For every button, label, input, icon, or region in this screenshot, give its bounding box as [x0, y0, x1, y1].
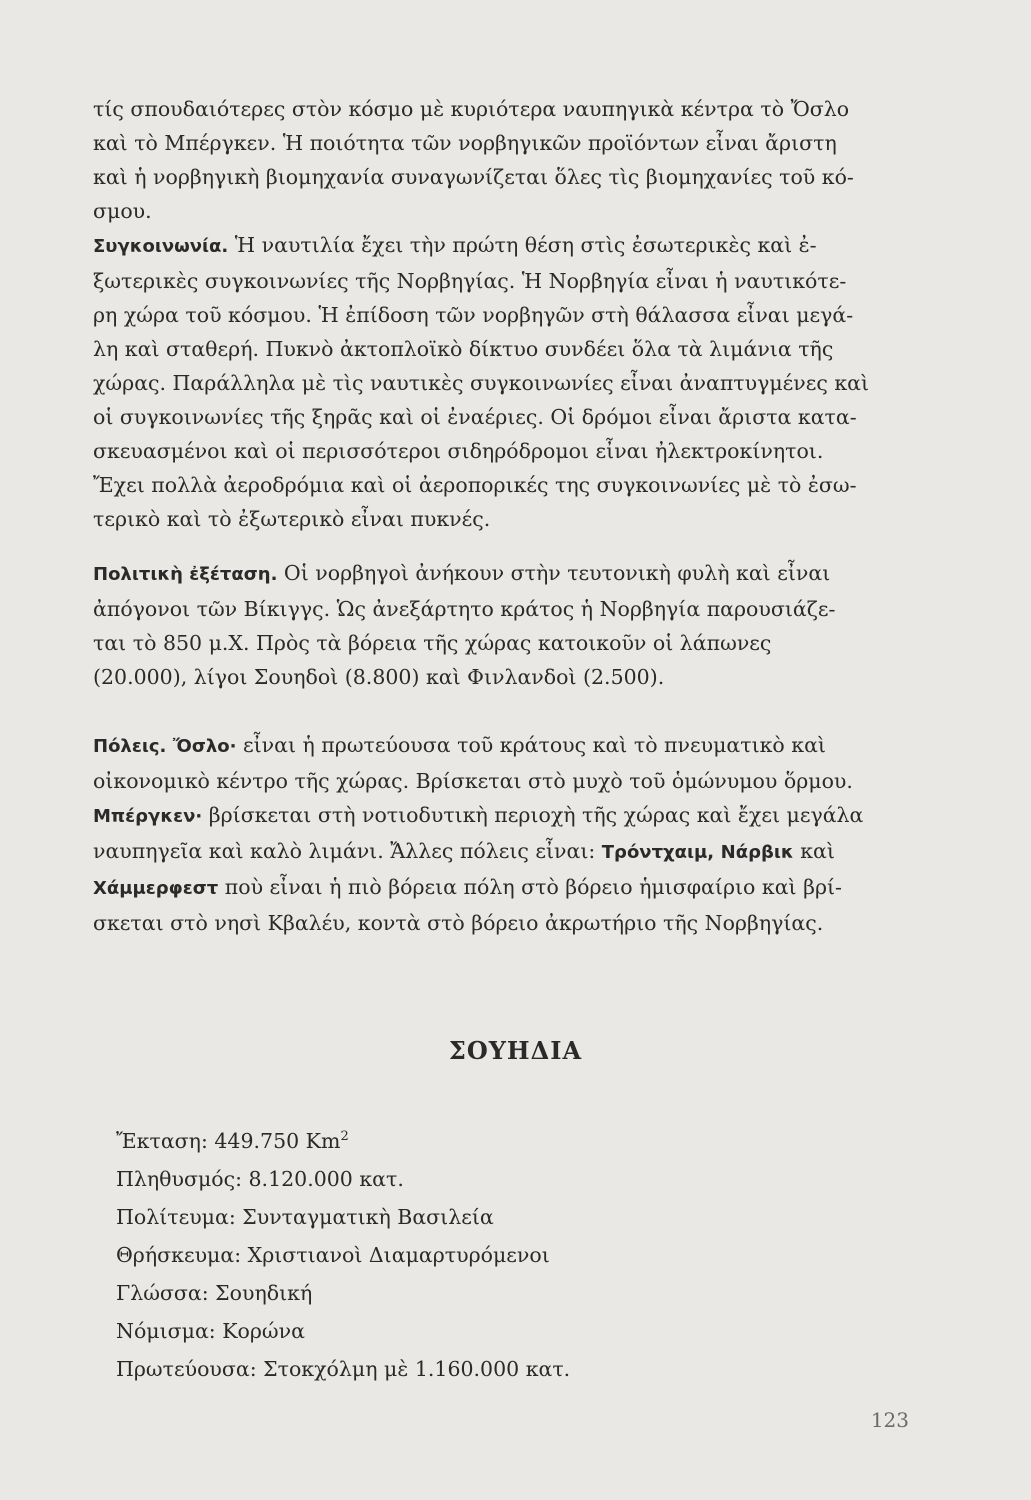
text-line — [93, 228, 913, 264]
text-line: οἰκονομικὸ κέντρο τῆς χώρας. Βρίσκεται στὸ μυχὸ τοῦ ὁμώνυμου ὅρμου. — [93, 769, 853, 793]
text-fragment: Οἱ νορβηγοὶ ἀνήκουν στὴν τευτονικὴ φυλὴ καὶ εἶναι — [277, 561, 831, 585]
text-fragment: Ἡ ναυτιλία ἔχει τὴν πρώτη θέση στὶς ἐσωτερικὲς καὶ ἐ- — [228, 233, 817, 257]
section-title: ΣΟΥΗΔΙΑ — [448, 1036, 583, 1065]
text-fragment: ποὺ εἶναι ἡ πιὸ βόρεια πόλη στὸ βόρειο ἡμισφαίριο καὶ βρί- — [218, 875, 842, 899]
text-line: σμου. — [93, 199, 152, 223]
text-line — [93, 834, 913, 870]
text-line: καὶ τὸ Μπέργκεν. Ἡ ποιότητα τῶν νορβηγικῶν προϊόντων εἶναι ἄριστη — [93, 131, 837, 155]
text-line — [93, 556, 913, 592]
communication-heading: Συγκοινωνία. — [93, 236, 229, 257]
fact-capital: Πρωτεύουσα: Στοκχόλμη μὲ 1.160.000 κατ. — [116, 1356, 571, 1381]
intro-paragraph — [93, 92, 913, 228]
text-line: σκεται στὸ νησὶ Κβαλέυ, κοντὰ στὸ βόρειο ἀκρωτήριο τῆς Νορβηγίας. — [93, 911, 824, 935]
political-heading: Πολιτικὴ ἐξέταση. — [93, 564, 278, 585]
text-line: ξωτερικὲς συγκοινωνίες τῆς Νορβηγίας. Ἡ Νορβηγία εἶναι ἡ ναυτικότε- — [93, 269, 847, 293]
text-line: τίς σπουδαιότερες στὸν κόσμο μὲ κυριότερα ναυπηγικὰ κέντρα τὸ Ὄσλο — [93, 97, 850, 121]
fact-religion: Θρήσκευμα: Χριστιανοὶ Διαμαρτυρόμενοι — [116, 1242, 550, 1267]
country-facts — [116, 1118, 570, 1388]
text-line — [93, 728, 913, 764]
city-trondheim: Τρόντχαιμ, — [601, 842, 715, 863]
text-fragment: καὶ — [793, 839, 835, 863]
cities-heading: Πόλεις. — [93, 736, 167, 757]
fact-population: Πληθυσμός: 8.120.000 κατ. — [116, 1166, 404, 1191]
cities-paragraph — [93, 728, 913, 940]
text-line — [93, 870, 913, 906]
text-fragment: βρίσκεται στὴ νοτιοδυτικὴ περιοχὴ τῆς χώρας καὶ ἔχει μεγάλα — [202, 803, 864, 827]
fact-area-superscript: 2 — [340, 1129, 349, 1144]
city-hammerfest: Χάμμερφεστ — [93, 878, 219, 899]
city-narvik: Νάρβικ — [720, 842, 794, 863]
fact-area-value: 449.750 Km — [214, 1128, 341, 1153]
text-line: σκευασμένοι καὶ οἱ περισσότεροι σιδηρόδρομοι εἶναι ἠλεκτροκίνητοι. — [93, 439, 824, 463]
fact-currency: Νόμισμα: Κορώνα — [116, 1318, 305, 1343]
text-fragment: ναυπηγεῖα καὶ καλὸ λιμάνι. Ἄλλες πόλεις εἶναι: — [93, 839, 602, 863]
text-line: Ἔχει πολλὰ ἀεροδρόμια καὶ οἱ ἀεροπορικές της συγκοινωνίες μὲ τὸ ἐσω- — [93, 473, 857, 497]
text-line: (20.000), λίγοι Σουηδοὶ (8.800) καὶ Φινλανδοὶ (2.500). — [93, 665, 665, 689]
fact-area — [116, 1118, 570, 1160]
page-number: 123 — [870, 1408, 909, 1432]
communication-paragraph — [93, 228, 913, 536]
text-line: λη καὶ σταθερή. Πυκνὸ ἀκτοπλοϊκὸ δίκτυο συνδέει ὅλα τὰ λιμάνια τῆς — [93, 337, 834, 361]
political-paragraph — [93, 556, 913, 694]
text-line: ρη χώρα τοῦ κόσμου. Ἡ ἐπίδοση τῶν νορβηγῶν στὴ θάλασσα εἶναι μεγά- — [93, 303, 854, 327]
text-line: ται τὸ 850 μ.Χ. Πρὸς τὰ βόρεια τῆς χώρας κατοικοῦν οἱ λάπωνες — [93, 631, 772, 655]
text-line: χώρας. Παράλληλα μὲ τὶς ναυτικὲς συγκοινωνίες εἶναι ἀναπτυγμένες καὶ — [93, 371, 870, 395]
text-line: τερικὸ καὶ τὸ ἐξωτερικὸ εἶναι πυκνές. — [93, 507, 491, 531]
text-fragment: εἶναι ἡ πρωτεύουσα τοῦ κράτους καὶ τὸ πνευματικὸ καὶ — [236, 733, 826, 757]
text-line: ἀπόγονοι τῶν Βίκιγγς. Ὡς ἀνεξάρτητο κράτος ἡ Νορβηγία παρουσιάζε- — [93, 597, 836, 621]
fact-government: Πολίτευμα: Συνταγματικὴ Βασιλεία — [116, 1204, 494, 1229]
fact-area-label: Ἔκταση: — [116, 1128, 208, 1153]
text-line — [93, 798, 913, 834]
city-oslo: Ὄσλο· — [172, 736, 237, 757]
city-bergen: Μπέργκεν· — [93, 806, 203, 827]
text-line: καὶ ἡ νορβηγικὴ βιομηχανία συναγωνίζεται ὅλες τὶς βιομηχανίες τοῦ κό- — [93, 165, 854, 189]
fact-language: Γλώσσα: Σουηδική — [116, 1280, 313, 1305]
text-line: οἱ συγκοινωνίες τῆς ξηρᾶς καὶ οἱ ἐναέριες. Οἱ δρόμοι εἶναι ἄριστα κατα- — [93, 405, 857, 429]
